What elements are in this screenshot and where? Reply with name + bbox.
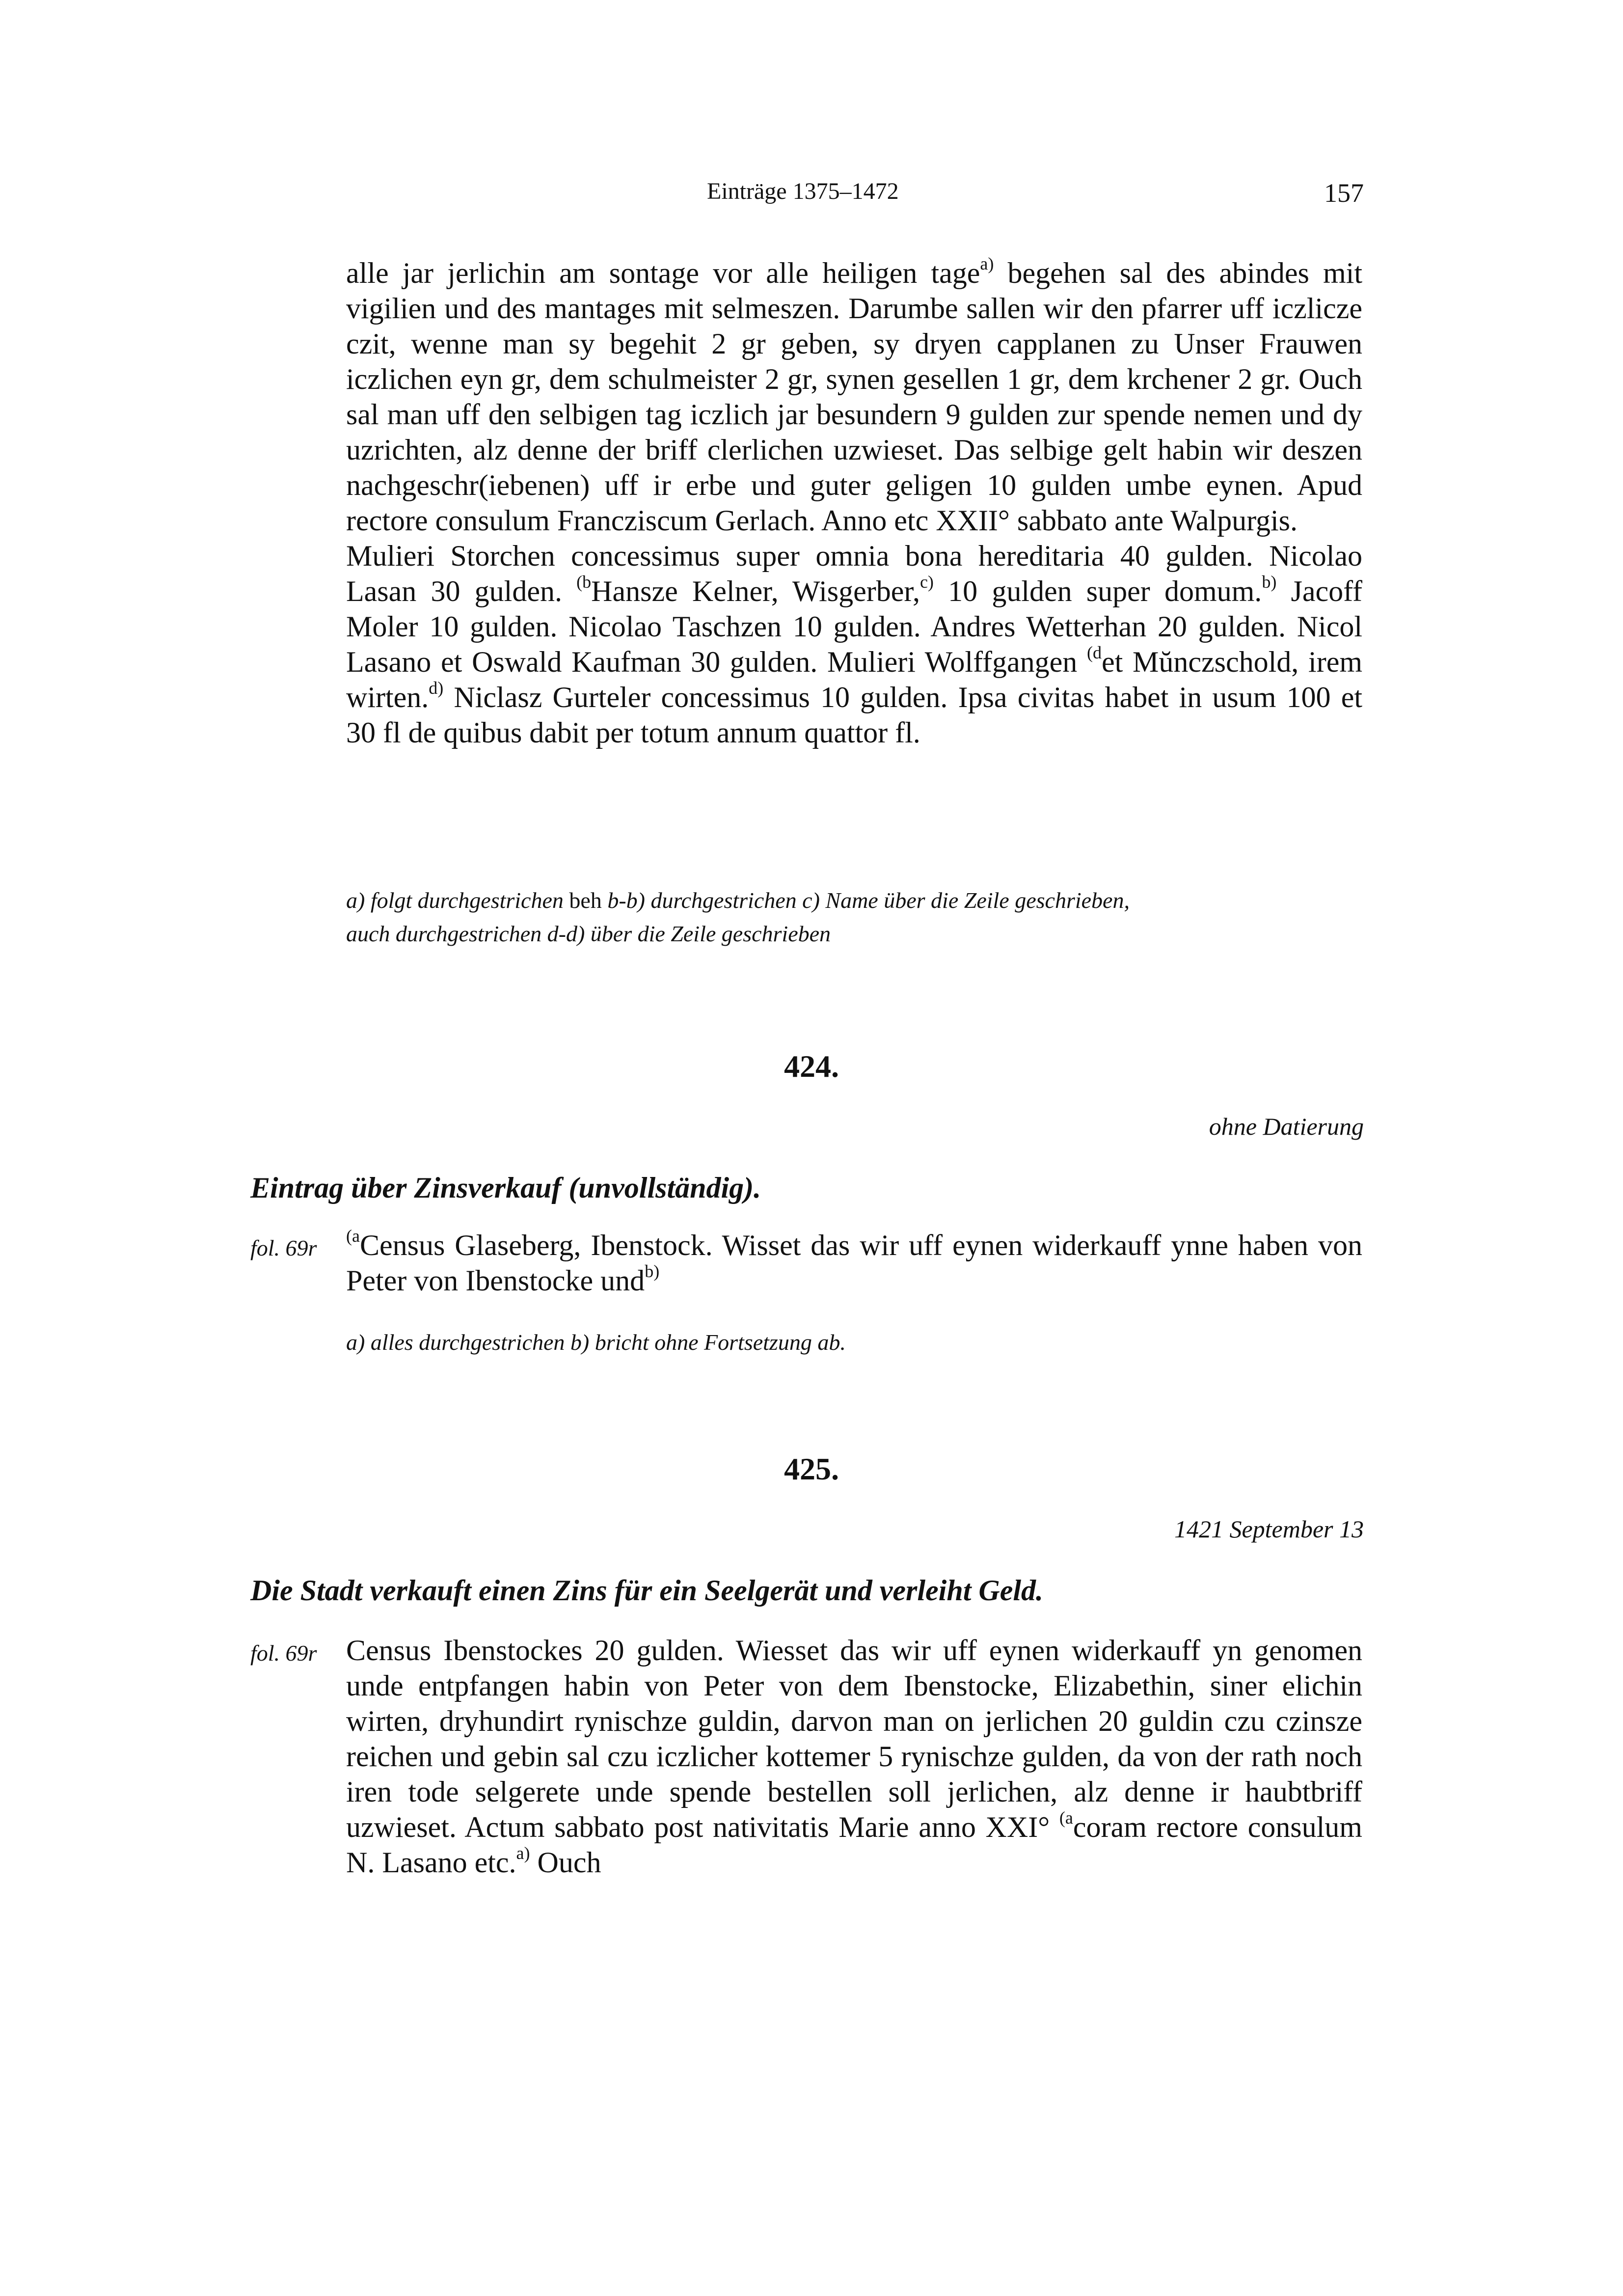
entry-heading-425: Die Stadt verkauft einen Zins für ein Seelgerät und verleiht Geld.: [250, 1574, 1043, 1607]
footnote-line: auch durchgestrichen d-d) über die Zeile geschrieben: [346, 921, 831, 946]
page-number: 157: [1324, 178, 1364, 208]
footnote-marker: c): [920, 572, 934, 592]
footnote-line: a) folgt durchgestrichen beh b-b) durchgestrichen c) Name über die Zeile geschrieben,: [346, 888, 1130, 913]
footnote-marker: a): [516, 1843, 530, 1863]
continuation-paragraph-2: Mulieri Storchen concessimus super omnia bona hereditaria 40 gulden. Nicolao Lasan 30 gulden. $^{(b}$Hansze Kelner, Wisgerber,$^{c)}$ 10 gulden super domum.$^{b)}$ Jacoff Moler 10 gulden. Nicolao Taschzen 10 gulden. Andres Wetterhan 20 gulden. Nicol Lasano et Oswald Kaufman 30 gulden. Mulieri Wolffgangen $^{(d}$et Mŭnczschold, irem wirten.$^{d)}$ Niclasz Gurteler concessimus 10 gulden. Ipsa civitas habet in usum 100 et 30 fl de quibus dabit per totum annum quattor fl.: [346, 540, 1363, 749]
entry-date-425: 1421 September 13: [1174, 1515, 1364, 1543]
footnote-marker: (b: [576, 572, 592, 592]
footnotes-424: a) alles durchgestrichen b) bricht ohne Fortsetzung ab.: [346, 1330, 846, 1355]
footnote-marker: (a: [346, 1226, 360, 1246]
folio-ref-424: fol. 69r: [250, 1235, 317, 1260]
footnote-marker: (d: [1086, 643, 1102, 662]
continuation-footnotes: [346, 884, 1362, 951]
continuation-text: [346, 255, 1362, 750]
entry-heading-424: Eintrag über Zinsverkauf (unvollständig).: [250, 1172, 761, 1204]
entry-date-424: ohne Datierung: [1209, 1113, 1364, 1140]
footnote-marker: b): [1262, 572, 1277, 592]
running-title: Einträge 1375–1472: [707, 178, 899, 204]
footnote-marker: (a: [1059, 1808, 1073, 1828]
folio-ref-425: fol. 69r: [250, 1640, 317, 1666]
entry-text-425: Census Ibenstockes 20 gulden. Wiesset das wir uff eynen widerkauff yn genomen unde entpfangen habin von Peter von dem Ibenstocke, Elizabethin, siner elichin wirten, dryhundirt rynischze guldin, darvon man on jerlichen 20 guldin czu czinsze reichen und gebin sal czu iczlicher kottemer 5 rynischze gulden, da von der rath noch iren tode selgerete unde spende bestellen soll jerlichen, alz denne ir haubtbriff uzwieset. Actum sabbato post nativitatis Marie anno XXI° $^{(a}$coram rectore consulum N. Lasano etc.$^{a)}$ Ouch: [346, 1634, 1362, 1879]
entry-text-424: $^{(a}$Census Glaseberg, Ibenstock. Wisset das wir uff eynen widerkauff ynne haben von Peter von Ibenstocke und$^{b)}$: [346, 1226, 1362, 1297]
footnote-marker: b): [645, 1261, 660, 1281]
continuation-paragraph-1: alle jar jerlichin am sontage vor alle heiligen tage$^{a)}$ begehen sal des abindes mit vigilien und des mantages mit selmeszen. Darumbe sallen wir den pfarrer uff iczlicze czit, wenne man sy begehit 2 gr geben, sy dryen capplanen zu Unser Frauwen iczlichen eyn gr, dem schulmeister 2 gr, synen gesellen 1 gr, dem krchener 2 gr. Ouch sal man uff den selbigen tag iczlich jar besundern 9 gulden zur spende nemen und dy uzrichten, alz denne der briff clerlichen uzwieset. Das selbige gelt habin wir deszen nachgeschr(iebenen) uff ir erbe und guter geligen 10 gulden umbe eynen. Apud rectore consulum Francziscum Gerlach. Anno etc XXII° sabbato ante Walpurgis.: [346, 254, 1362, 537]
footnote-marker: a): [980, 254, 994, 273]
footnote-marker: d): [429, 678, 444, 698]
entry-number-424: 424.: [784, 1049, 839, 1084]
entry-number-425: 425.: [784, 1451, 839, 1486]
page-header: [0, 178, 1623, 212]
